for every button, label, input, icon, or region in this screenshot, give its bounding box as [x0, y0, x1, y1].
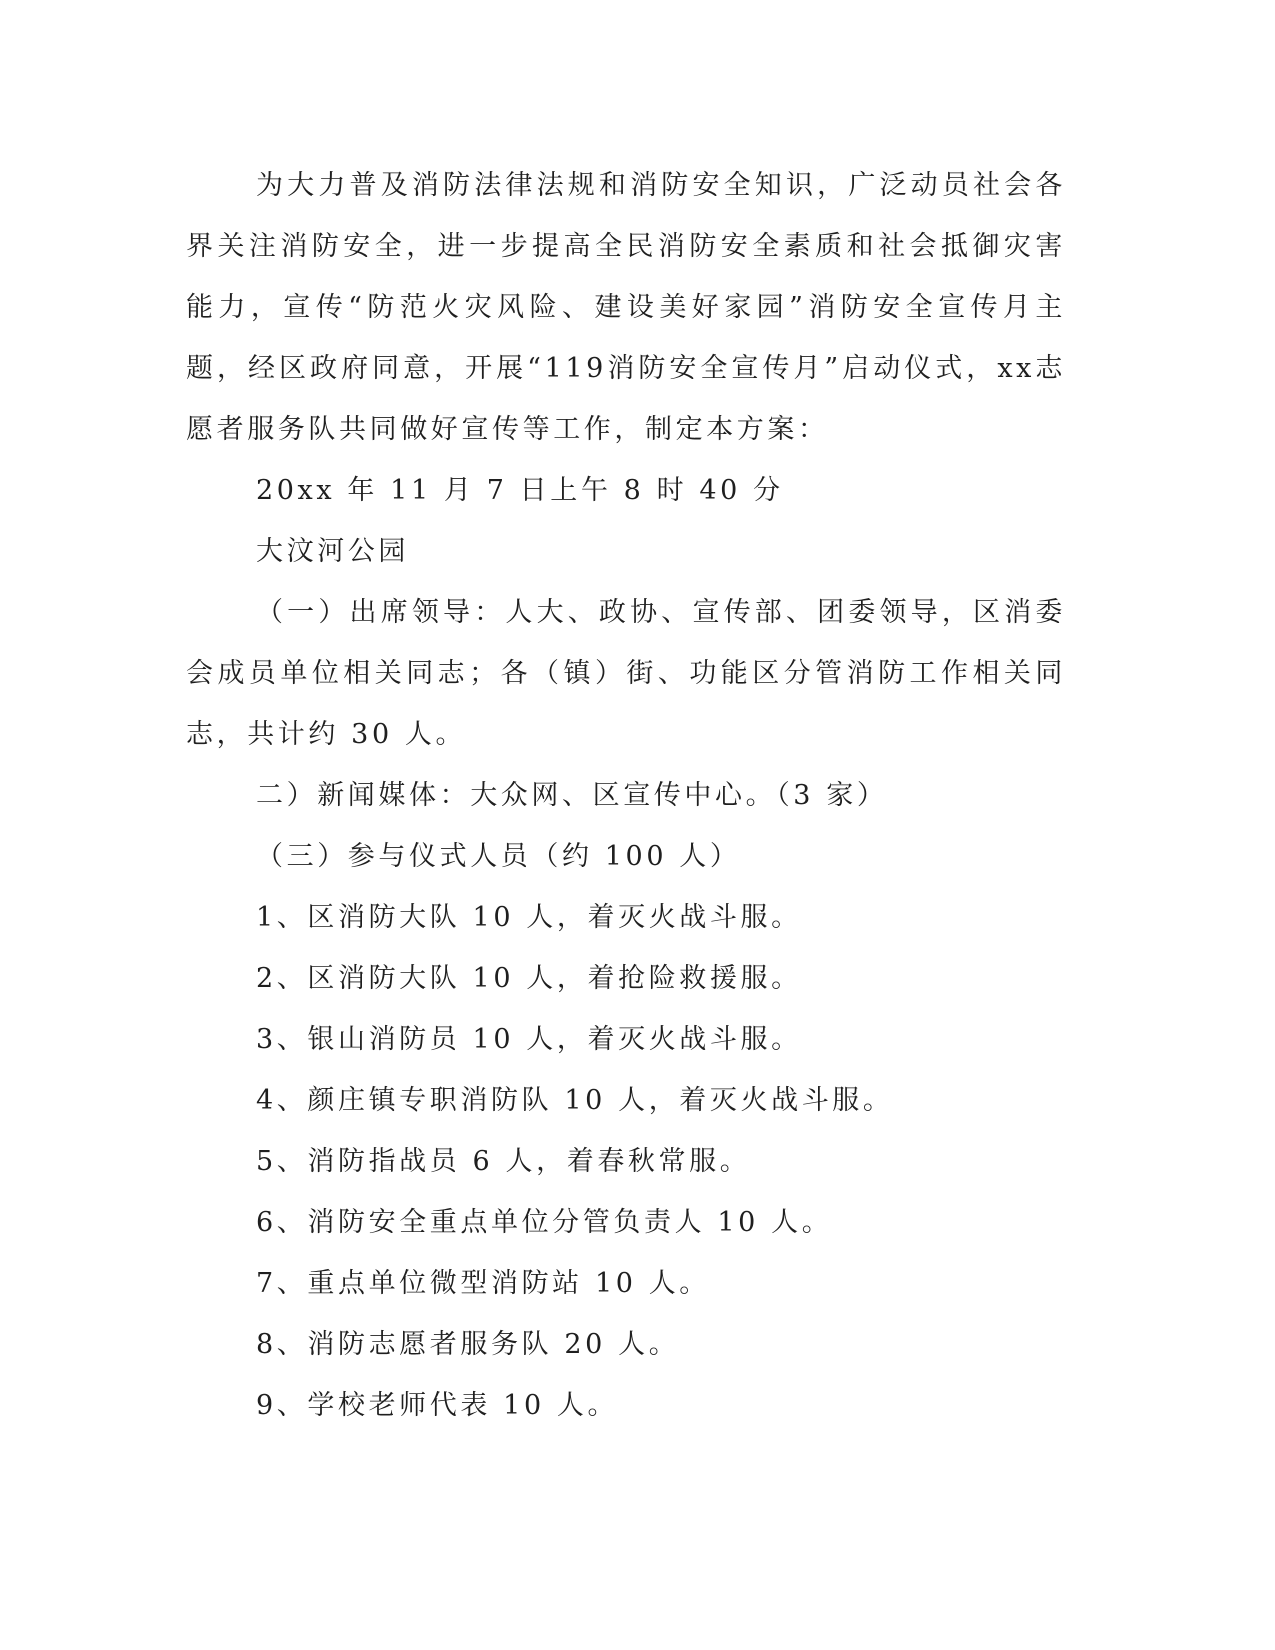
attending-leaders-paragraph: （一）出席领导：人大、政协、宣传部、团委领导，区消委会成员单位相关同志；各（镇）街、功能区分管消防工作相关同志，共计约 30 人。: [186, 597, 1066, 750]
event-location: 大汶河公园: [256, 536, 409, 567]
participants-heading: （三）参与仪式人员（约 100 人）: [256, 841, 741, 872]
list-item: 6、消防安全重点单位分管负责人 10 人。: [256, 1207, 833, 1238]
news-media-line: 二）新闻媒体：大众网、区宣传中心。（3 家）: [256, 780, 888, 811]
list-item: 1、区消防大队 10 人，着灭火战斗服。: [256, 902, 802, 933]
list-item: 9、学校老师代表 10 人。: [256, 1390, 619, 1421]
document-body: [186, 155, 1066, 1436]
list-item: 7、重点单位微型消防站 10 人。: [256, 1268, 710, 1299]
list-item: 8、消防志愿者服务队 20 人。: [256, 1329, 680, 1360]
list-item: 3、银山消防员 10 人，着灭火战斗服。: [256, 1024, 802, 1055]
list-item: 4、颜庄镇专职消防队 10 人，着灭火战斗服。: [256, 1085, 894, 1116]
list-item: 5、消防指战员 6 人，着春秋常服。: [256, 1146, 751, 1177]
event-time: 20xx 年 11 月 7 日上午 8 时 40 分: [256, 475, 784, 506]
list-item: 2、区消防大队 10 人，着抢险救援服。: [256, 963, 802, 994]
intro-paragraph: 为大力普及消防法律法规和消防安全知识，广泛动员社会各界关注消防安全，进一步提高全民消防安全素质和社会抵御灾害能力，宣传“防范火灾风险、建设美好家园”消防安全宣传月主题，经区政府同意，开展“119消防安全宣传月”启动仪式，xx志愿者服务队共同做好宣传等工作，制定本方案：: [186, 170, 1066, 445]
participants-list: [186, 887, 1066, 1436]
